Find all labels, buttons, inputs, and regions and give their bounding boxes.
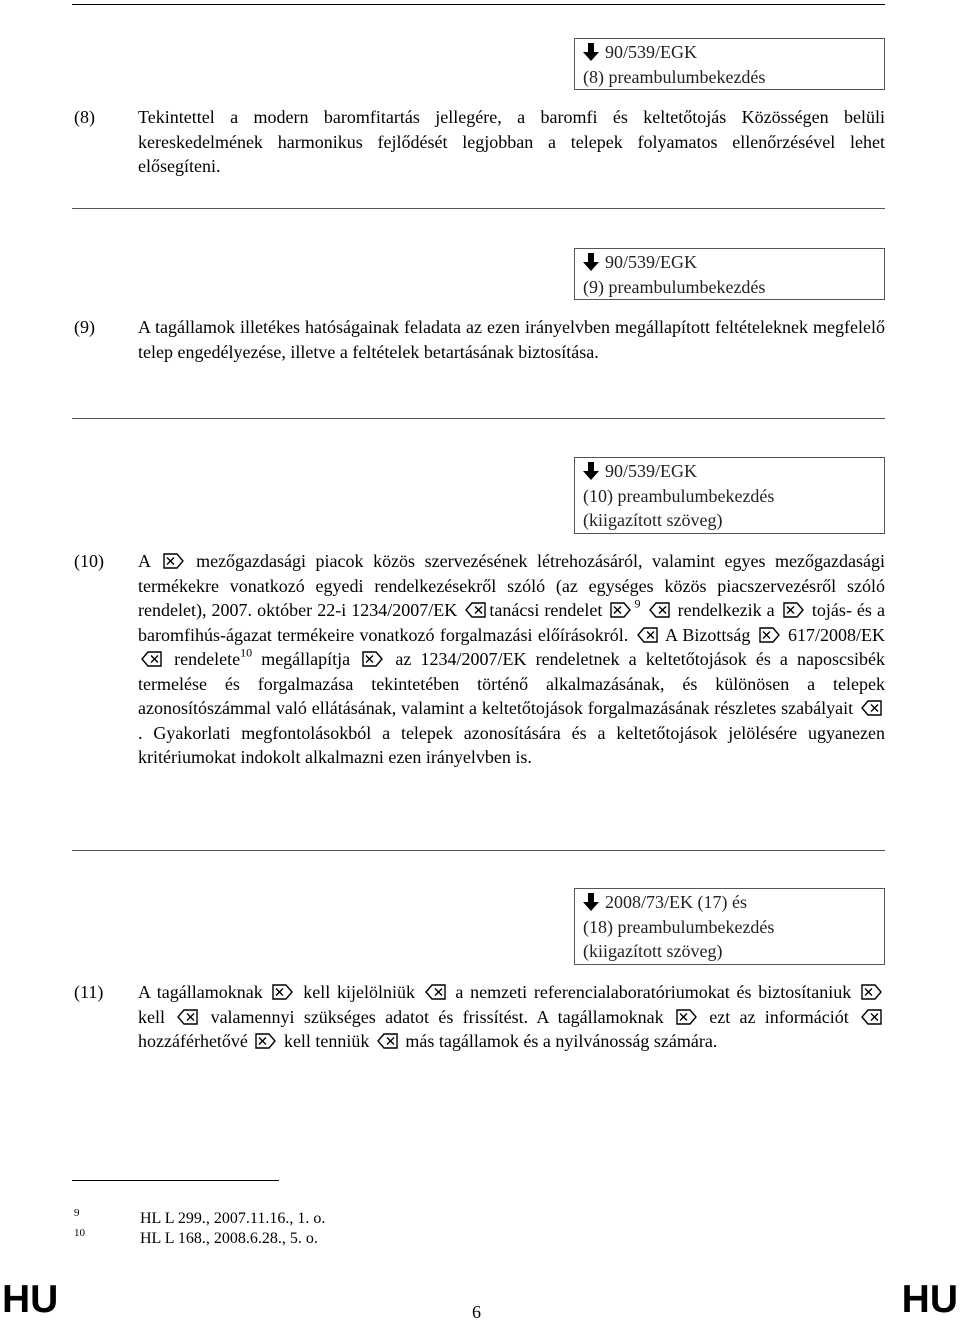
recital-number: (10)	[74, 551, 104, 571]
footnote-10	[74, 1229, 318, 1249]
deletion-end-icon	[377, 1033, 398, 1049]
reference-box-8	[574, 38, 885, 90]
section-divider	[72, 850, 885, 851]
deletion-end-icon	[637, 627, 658, 643]
deletion-start-icon	[362, 651, 383, 667]
deletion-start-icon	[255, 1033, 276, 1049]
reference-line: (10) preambulumbekezdés	[583, 485, 775, 506]
language-code-right: HU	[901, 1278, 958, 1321]
footnote-reference: 10	[240, 645, 253, 660]
deletion-start-icon	[676, 1009, 697, 1025]
recital-text: Tekintettel a modern baromfitartás jellegére, a baromfi és keltetőtojás Közösségen belüli kereskedelmének harmonikus fejlődését legjobban a telepek folyamatos ellenőrzésével lehet elősegíteni.	[138, 107, 885, 176]
down-arrow-icon	[583, 462, 599, 480]
down-arrow-icon	[583, 43, 599, 61]
reference-line: (18) preambulumbekezdés	[583, 916, 775, 937]
deletion-end-icon	[141, 651, 162, 667]
reference-box-10	[574, 457, 885, 534]
footnote-9	[74, 1209, 325, 1229]
recital-10	[74, 549, 885, 770]
language-code-left: HU	[2, 1278, 59, 1321]
recital-9	[74, 315, 885, 364]
reference-line: (kiigazított szöveg)	[583, 510, 723, 530]
deletion-end-icon	[177, 1009, 198, 1025]
deletion-start-icon	[759, 627, 780, 643]
footnote-rule	[72, 1180, 279, 1181]
recital-8	[74, 105, 885, 179]
deletion-end-icon	[465, 602, 486, 618]
deletion-end-icon	[425, 984, 446, 1000]
deletion-end-icon	[861, 1009, 882, 1025]
reference-line: 90/539/EGK	[583, 250, 884, 275]
reference-line: (9) preambulumbekezdés	[583, 276, 766, 297]
reference-box-9	[574, 248, 885, 300]
deletion-start-icon	[783, 602, 804, 618]
recital-text: A mezőgazdasági piacok közös szervezésének létrehozásáról, valamint egyes mezőgazdasági termékekre vonatkozó egyedi rendelkezésekről szóló (az egységes közös piacszervezésről szóló rendelet), 2007. október 22-i 1234/2007/EK tanácsi rendelet $^9$ rendelkezik a tojás- és a baromfihús-ágazat termékeire vonatkozó forgalmazási előírásokról. A Bizottság 617/2008/EK rendelete$^{10}$ megállapítja az 1234/2007/EK rendeletnek a keltetőtojások és a naposcsibék termelése és forgalmazása tekintetében történő alkalmazásának, és különösen a telepek azonosítószámmal való ellátásának, valamint a keltetőtojások forgalmazásának részletes szabályait . Gyakorlati megfontolásokból a telepek azonosítására és a keltetőtojások jelölésére ugyanezen kritériumokat indokolt alkalmazni ezen irányelvben is.	[138, 551, 886, 767]
section-divider	[72, 208, 885, 209]
footnote-text: HL L 299., 2007.11.16., 1. o.	[140, 1210, 326, 1227]
reference-line: 2008/73/EK (17) és	[583, 890, 884, 915]
deletion-end-icon	[649, 602, 670, 618]
footnote-number: 9	[74, 1207, 80, 1219]
recital-text: A tagállamok illetékes hatóságainak feladata az ezen irányelvben megállapított feltételeknek megfelelő telep engedélyezése, illetve a feltételek betartásának biztosítása.	[138, 317, 885, 362]
down-arrow-icon	[583, 253, 599, 271]
deletion-start-icon	[272, 984, 293, 1000]
reference-box-11	[574, 888, 885, 965]
reference-line: 90/539/EGK	[583, 459, 884, 484]
deletion-end-icon	[861, 700, 882, 716]
recital-text: A tagállamoknak kell kijelölniük a nemzeti referencialaboratóriumokat és biztosítaniuk kell valamennyi szükséges adatot és frissítést. A tagállamoknak ezt az információt hozzáférhetővé kell tenniük más tagállamok és a nyilvánosság számára.	[138, 980, 885, 1054]
top-rule	[72, 4, 885, 5]
section-divider	[72, 418, 885, 419]
footnote-number: 10	[74, 1227, 85, 1239]
reference-line: (kiigazított szöveg)	[583, 941, 723, 961]
recital-number: (8)	[74, 107, 95, 127]
recital-number: (9)	[74, 317, 95, 337]
recital-11	[74, 980, 885, 1054]
deletion-start-icon	[163, 553, 184, 569]
recital-number: (11)	[74, 982, 104, 1002]
footnote-text: HL L 168., 2008.6.28., 5. o.	[140, 1230, 318, 1247]
page-number: 6	[472, 1302, 481, 1322]
deletion-start-icon	[861, 984, 882, 1000]
footnote-reference: 9	[634, 596, 641, 611]
deletion-start-icon	[610, 602, 631, 618]
reference-line: (8) preambulumbekezdés	[583, 66, 766, 87]
down-arrow-icon	[583, 893, 599, 911]
reference-line: 90/539/EGK	[583, 40, 884, 65]
